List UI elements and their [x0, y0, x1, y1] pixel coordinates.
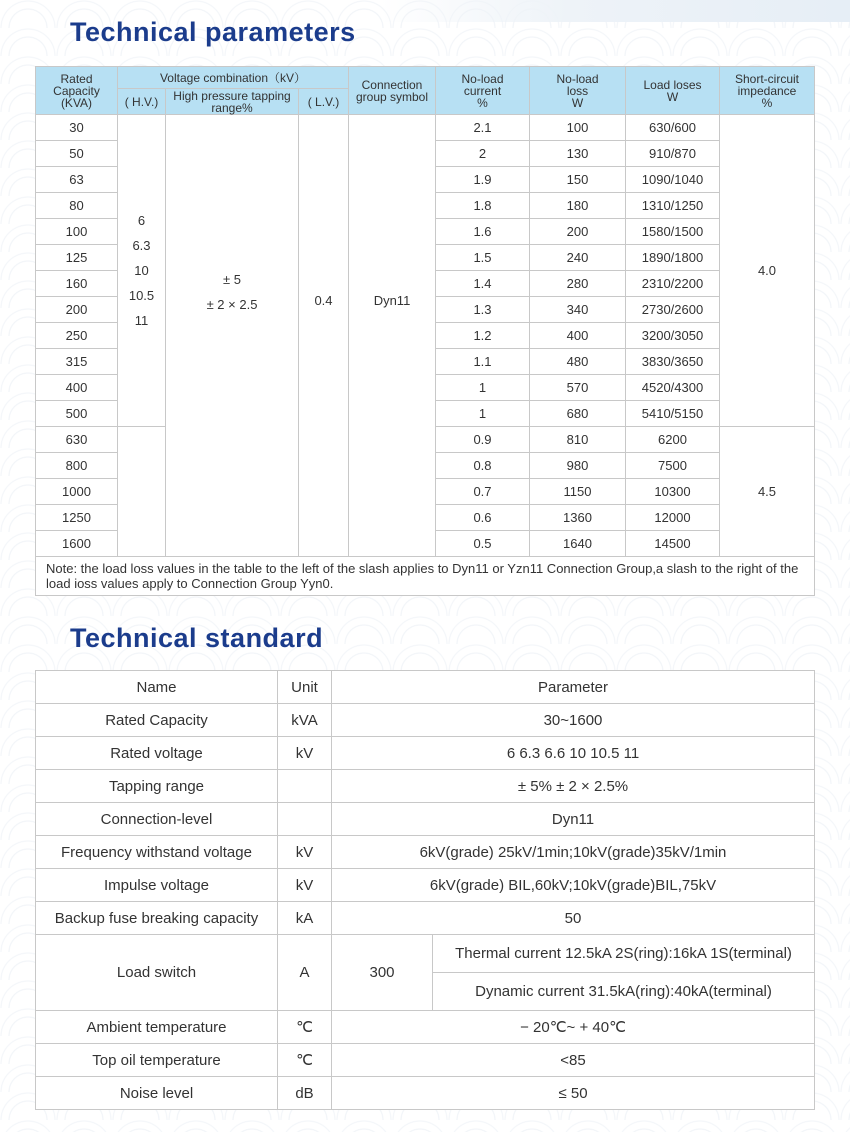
std-name-cell: Rated voltage — [36, 737, 278, 770]
load-loss-cell: 4520/4300 — [626, 375, 720, 401]
technical-parameters-title: Technical parameters — [70, 17, 356, 47]
header-impedance: Short-circuit impedance % — [720, 67, 815, 115]
std-unit-cell: kA — [278, 902, 332, 935]
std-row — [36, 803, 815, 836]
std-unit-cell: ℃ — [278, 1044, 332, 1077]
load-loss-cell: 7500 — [626, 453, 720, 479]
no-load-current-cell: 1 — [436, 375, 530, 401]
std-dynamic-current: Dynamic current 31.5kA(ring):40kA(terminal) — [433, 973, 815, 1011]
header-decoration — [380, 0, 850, 22]
no-load-loss-cell: 1360 — [530, 505, 626, 531]
no-load-loss-cell: 240 — [530, 245, 626, 271]
load-loss-cell: 2310/2200 — [626, 271, 720, 297]
no-load-loss-cell: 1150 — [530, 479, 626, 505]
params-table-body — [36, 115, 815, 557]
no-load-current-cell: 1.9 — [436, 167, 530, 193]
std-row — [36, 902, 815, 935]
header-lv: ( L.V.) — [299, 89, 349, 115]
std-header-name: Name — [36, 671, 278, 704]
params-note-row — [36, 557, 815, 596]
std-param-cell: 30~1600 — [332, 704, 815, 737]
std-name-cell: Rated Capacity — [36, 704, 278, 737]
std-name-cell: Top oil temperature — [36, 1044, 278, 1077]
load-loss-cell: 3200/3050 — [626, 323, 720, 349]
std-thermal-current: Thermal current 12.5kA 2S(ring):16kA 1S(terminal) — [433, 935, 815, 973]
std-name-cell: Frequency withstand voltage — [36, 836, 278, 869]
hv-values-cell-lower — [118, 427, 166, 557]
capacity-cell: 800 — [36, 453, 118, 479]
no-load-loss-cell: 150 — [530, 167, 626, 193]
technical-parameters-table — [35, 66, 815, 596]
params-header-row-1 — [36, 67, 815, 89]
std-unit-cell: kV — [278, 836, 332, 869]
no-load-current-cell: 1.2 — [436, 323, 530, 349]
std-param-cell: Dyn11 — [332, 803, 815, 836]
params-row-0 — [36, 115, 815, 141]
load-loss-cell: 910/870 — [626, 141, 720, 167]
std-unit-cell: ℃ — [278, 1011, 332, 1044]
no-load-current-cell: 0.9 — [436, 427, 530, 453]
no-load-current-cell: 2.1 — [436, 115, 530, 141]
header-no-load-loss: No-load loss W — [530, 67, 626, 115]
std-name-cell: Tapping range — [36, 770, 278, 803]
capacity-cell: 400 — [36, 375, 118, 401]
no-load-current-cell: 1.3 — [436, 297, 530, 323]
std-name-cell: Load switch — [36, 935, 278, 1011]
std-row — [36, 1011, 815, 1044]
std-row-load-switch — [36, 935, 815, 973]
std-header-unit: Unit — [278, 671, 332, 704]
std-param-cell: ± 5% ± 2 × 2.5% — [332, 770, 815, 803]
capacity-cell: 250 — [36, 323, 118, 349]
capacity-cell: 315 — [36, 349, 118, 375]
no-load-current-cell: 0.7 — [436, 479, 530, 505]
std-load-switch-value: 300 — [332, 935, 433, 1011]
capacity-cell: 1000 — [36, 479, 118, 505]
capacity-cell: 630 — [36, 427, 118, 453]
load-loss-cell: 12000 — [626, 505, 720, 531]
std-unit-cell — [278, 770, 332, 803]
no-load-loss-cell: 680 — [530, 401, 626, 427]
capacity-cell: 1250 — [36, 505, 118, 531]
lv-value-cell: 0.4 — [299, 115, 349, 557]
no-load-loss-cell: 1640 — [530, 531, 626, 557]
impedance-cell-1: 4.0 — [720, 115, 815, 427]
std-name-cell: Ambient temperature — [36, 1011, 278, 1044]
connection-value-cell: Dyn11 — [349, 115, 436, 557]
no-load-current-cell: 1.1 — [436, 349, 530, 375]
no-load-current-cell: 0.5 — [436, 531, 530, 557]
capacity-cell: 160 — [36, 271, 118, 297]
header-connection-group: Connection group symbol — [349, 67, 436, 115]
capacity-cell: 100 — [36, 219, 118, 245]
capacity-cell: 200 — [36, 297, 118, 323]
no-load-loss-cell: 400 — [530, 323, 626, 349]
no-load-current-cell: 1.8 — [436, 193, 530, 219]
no-load-loss-cell: 570 — [530, 375, 626, 401]
std-name-cell: Backup fuse breaking capacity — [36, 902, 278, 935]
capacity-cell: 63 — [36, 167, 118, 193]
load-loss-cell: 1890/1800 — [626, 245, 720, 271]
std-param-cell: <85 — [332, 1044, 815, 1077]
no-load-current-cell: 0.6 — [436, 505, 530, 531]
std-param-cell: 6kV(grade) 25kV/1min;10kV(grade)35kV/1min — [332, 836, 815, 869]
header-voltage-combination: Voltage combination（kV） — [118, 67, 349, 89]
technical-standard-table — [35, 670, 815, 1110]
std-param-cell: 6kV(grade) BIL,60kV;10kV(grade)BIL,75kV — [332, 869, 815, 902]
impedance-cell-2: 4.5 — [720, 427, 815, 557]
header-no-load-current: No-load current % — [436, 67, 530, 115]
no-load-current-cell: 1.5 — [436, 245, 530, 271]
header-load-loss: Load loses W — [626, 67, 720, 115]
std-row — [36, 704, 815, 737]
tapping-values-cell: ± 5 ± 2 × 2.5 — [166, 115, 299, 557]
load-loss-cell: 6200 — [626, 427, 720, 453]
no-load-loss-cell: 480 — [530, 349, 626, 375]
std-param-cell: ≤ 50 — [332, 1077, 815, 1110]
load-loss-cell: 14500 — [626, 531, 720, 557]
no-load-loss-cell: 180 — [530, 193, 626, 219]
std-name-cell: Impulse voltage — [36, 869, 278, 902]
no-load-current-cell: 1 — [436, 401, 530, 427]
std-row — [36, 770, 815, 803]
std-table-body — [36, 671, 815, 1110]
no-load-current-cell: 1.6 — [436, 219, 530, 245]
no-load-loss-cell: 980 — [530, 453, 626, 479]
std-header-parameter: Parameter — [332, 671, 815, 704]
capacity-cell: 125 — [36, 245, 118, 271]
load-loss-cell: 630/600 — [626, 115, 720, 141]
hv-values-cell: 6 6.3 10 10.5 11 — [118, 115, 166, 427]
std-unit-cell — [278, 803, 332, 836]
load-loss-cell: 5410/5150 — [626, 401, 720, 427]
technical-standard-title: Technical standard — [70, 623, 324, 653]
load-loss-cell: 2730/2600 — [626, 297, 720, 323]
std-param-cell: − 20℃~ + 40℃ — [332, 1011, 815, 1044]
capacity-cell: 30 — [36, 115, 118, 141]
std-name-cell: Connection-level — [36, 803, 278, 836]
load-loss-cell: 1090/1040 — [626, 167, 720, 193]
std-row — [36, 836, 815, 869]
capacity-cell: 80 — [36, 193, 118, 219]
header-rated-capacity: Rated Capacity (KVA) — [36, 67, 118, 115]
load-loss-note: Note: the load loss values in the table to the left of the slash applies to Dyn11 or Yzn11 Connection Group,a slash to the right of the load ioss values apply to Connection Group Yyn0. — [36, 557, 815, 596]
no-load-current-cell: 2 — [436, 141, 530, 167]
std-name-cell: Noise level — [36, 1077, 278, 1110]
load-loss-cell: 10300 — [626, 479, 720, 505]
std-unit-cell: A — [278, 935, 332, 1011]
std-row — [36, 1044, 815, 1077]
std-unit-cell: kVA — [278, 704, 332, 737]
load-loss-cell: 1310/1250 — [626, 193, 720, 219]
no-load-loss-cell: 200 — [530, 219, 626, 245]
capacity-cell: 50 — [36, 141, 118, 167]
load-loss-cell: 3830/3650 — [626, 349, 720, 375]
capacity-cell: 500 — [36, 401, 118, 427]
no-load-current-cell: 0.8 — [436, 453, 530, 479]
header-hv: ( H.V.) — [118, 89, 166, 115]
std-row — [36, 869, 815, 902]
std-unit-cell: kV — [278, 869, 332, 902]
no-load-current-cell: 1.4 — [436, 271, 530, 297]
std-row — [36, 1077, 815, 1110]
no-load-loss-cell: 130 — [530, 141, 626, 167]
no-load-loss-cell: 810 — [530, 427, 626, 453]
no-load-loss-cell: 280 — [530, 271, 626, 297]
std-unit-cell: kV — [278, 737, 332, 770]
std-row — [36, 737, 815, 770]
std-param-cell: 6 6.3 6.6 10 10.5 11 — [332, 737, 815, 770]
capacity-cell: 1600 — [36, 531, 118, 557]
load-loss-cell: 1580/1500 — [626, 219, 720, 245]
std-header-row — [36, 671, 815, 704]
header-tapping-range: High pressure tapping range% — [166, 89, 299, 115]
std-param-cell: 50 — [332, 902, 815, 935]
std-unit-cell: dB — [278, 1077, 332, 1110]
no-load-loss-cell: 340 — [530, 297, 626, 323]
no-load-loss-cell: 100 — [530, 115, 626, 141]
